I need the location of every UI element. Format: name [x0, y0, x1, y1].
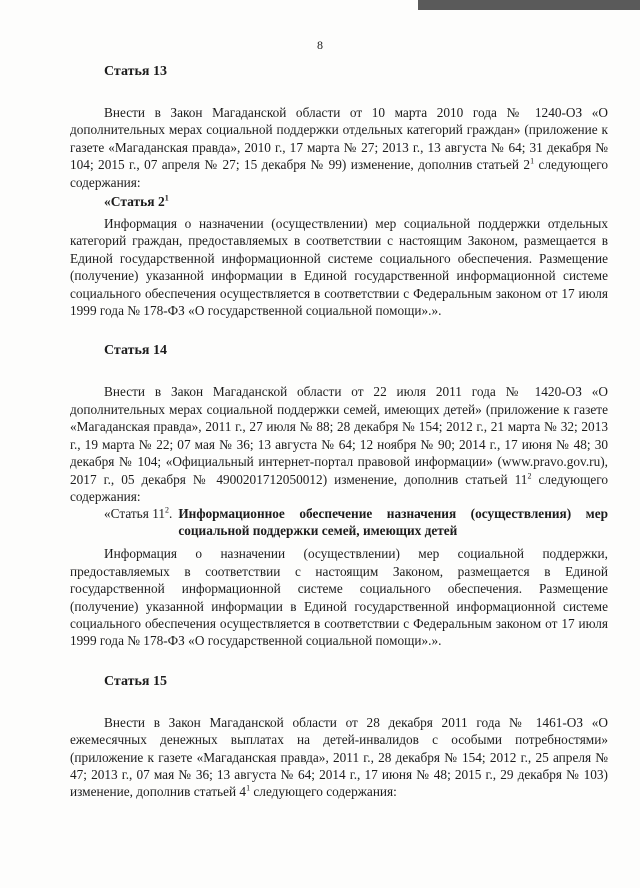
article-11-2-title: «Статья $11^2$. Информационное обеспечение назначения (осуществления) мер социальной поддержки семей, имеющих детей	[104, 505, 608, 539]
document-body	[70, 62, 608, 801]
article-11-2-bold-title: Информационное обеспечение назначения (осуществления) мер социальной поддержки семей, имеющих детей	[178, 506, 608, 539]
article-15-intro: Внести в Закон Магаданской области от 28 декабря 2011 года № 1461-ОЗ «О ежемесячных денежных выплатах на детей-инвалидов с особыми потребностями» (приложение к газете «Магаданская правда», 2011 г., 28 декабря № 154; 2012 г., 25 апреля № 47; 2013 г., 07 мая № 36; 13 августа № 64; 2014 г., 17 июня № 48; 2015 г., 29 декабря № 103) изменение, дополнив статьей $4^1$ следующего содержания:	[70, 714, 608, 800]
article-13-intro: Внести в Закон Магаданской области от 10 марта 2010 года № 1240-ОЗ «О дополнительных мерах социальной поддержки отдельных категорий граждан» (приложение к газете «Магаданская правда», 2010 г., 17 марта № 27; 2013 г., 13 августа № 64; 31 декабря № 104; 2015 г., 07 апреля № 27; 15 декабря № 99) изменение, дополнив статьей $2^1$ следующего содержания:	[70, 105, 608, 190]
article-2-1-body: Информация о назначении (осуществлении) мер социальной поддержки отдельных категорий граждан, предоставляемых в соответствии с настоящим Законом, размещается в Единой государственной информационной системе социального обеспечения. Размещение (получение) указанной информации в Единой государственной информационной системе социального обеспечения осуществляется в соответствии с Федеральным законом от 17 июля 1999 года № 178-ФЗ «О государственной социальной помощи».».	[70, 216, 608, 319]
page-number: 8	[317, 38, 323, 52]
article-13-heading: Статья 13	[104, 64, 167, 79]
article-15-heading: Статья 15	[104, 673, 167, 689]
scan-edge-mark	[418, 0, 640, 10]
article-14-intro: Внести в Закон Магаданской области от 22 июля 2011 года № 1420-ОЗ «О дополнительных мерах социальной поддержки семей, имеющих детей» (приложение к газете «Магаданская правда», 2011 г., 27 июля № 88; 28 декабря № 154; 2012 г., 21 марта № 32; 2013 г., 19 марта № 22; 07 мая № 36; 13 августа № 64; 12 ноября № 90; 2014 г., 17 июня № 48; 30 декабря № 104; «Официальный интернет-портал правовой информации» (www.pravo.gov.ru), 2017 г., 05 декабря № 4900201712050012) изменение, дополнив статьей $11^2$ следующего содержания:	[70, 384, 608, 504]
article-14-heading: Статья 14	[104, 343, 167, 359]
article-11-2-body: Информация о назначении (осуществлении) мер социальной поддержки, предоставляемых в соответствии с настоящим Законом, размещается в Единой государственной информационной системе социального обеспечения. Размещение (получение) указанной информации в Единой государственной информационной системе социального обеспечения осуществляется в соответствии с Федеральным законом от 17 июля 1999 года № 178-ФЗ «О государственной социальной помощи».».	[70, 546, 608, 649]
article-2-1-title: «Статья $2^1$	[104, 193, 169, 210]
